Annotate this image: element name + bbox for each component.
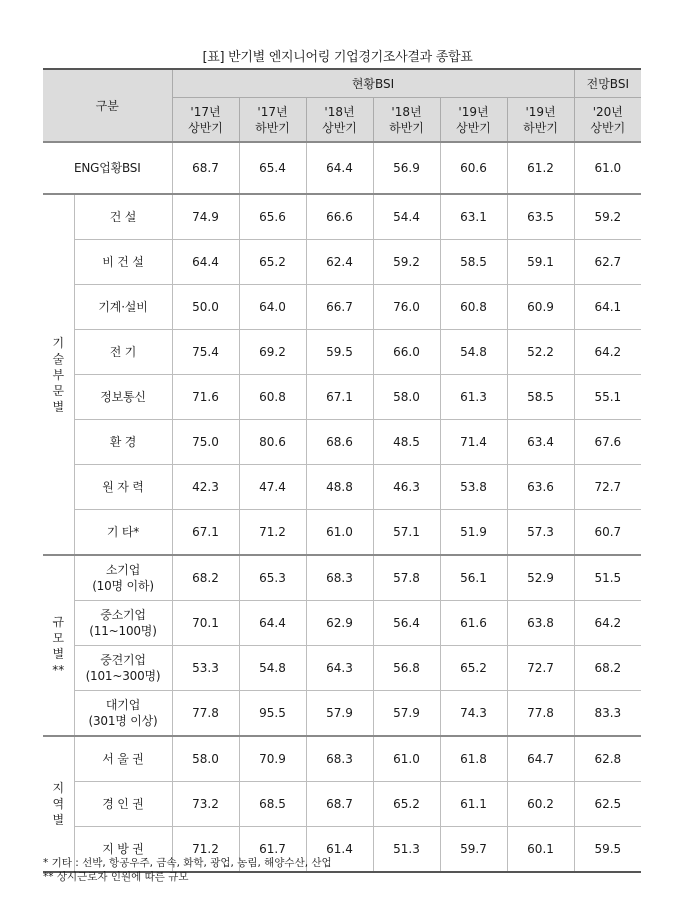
- cell-value: 48.8: [306, 465, 373, 510]
- cell-value: 61.4: [306, 827, 373, 873]
- row-label: 소기업 (10명 이하): [74, 555, 172, 601]
- table-title: [표] 반기별 엔지니어링 기업경기조사결과 종합표: [202, 50, 473, 65]
- cell-value: 52.2: [507, 330, 574, 375]
- cell-value: 75.4: [172, 330, 239, 375]
- cell-value: 62.4: [306, 240, 373, 285]
- cell-value: 71.2: [239, 510, 306, 556]
- cell-value: 76.0: [373, 285, 440, 330]
- cell-value: 68.2: [172, 555, 239, 601]
- cell-value: 51.3: [373, 827, 440, 873]
- row-label: 지 방 권: [74, 827, 172, 873]
- cell-value: 58.0: [172, 736, 239, 782]
- cell-value: 68.3: [306, 736, 373, 782]
- group-label-region: 지 역 별: [43, 736, 74, 872]
- cell-value: 42.3: [172, 465, 239, 510]
- cell-value: 61.8: [440, 736, 507, 782]
- row-label: 서 울 권: [74, 736, 172, 782]
- cell-value: 62.9: [306, 601, 373, 646]
- cell-value: 65.3: [239, 555, 306, 601]
- cell-value: 66.6: [306, 194, 373, 240]
- cell-value: 54.4: [373, 194, 440, 240]
- cell-value: 74.3: [440, 691, 507, 737]
- cell-value: 64.3: [306, 646, 373, 691]
- header-outlook-bsi: 전망BSI: [574, 69, 641, 98]
- cell-value: 60.1: [507, 827, 574, 873]
- header-period: '20년 상반기: [574, 98, 641, 143]
- cell-value: 59.5: [574, 827, 641, 873]
- cell-value: 53.3: [172, 646, 239, 691]
- cell-value: 95.5: [239, 691, 306, 737]
- cell-value: 63.4: [507, 420, 574, 465]
- cell-value: 64.4: [239, 601, 306, 646]
- cell-value: 61.2: [507, 142, 574, 194]
- cell-value: 64.4: [306, 142, 373, 194]
- cell-value: 59.7: [440, 827, 507, 873]
- table-row: [43, 285, 641, 330]
- row-label: 전 기: [74, 330, 172, 375]
- cell-value: 56.4: [373, 601, 440, 646]
- cell-value: 60.9: [507, 285, 574, 330]
- cell-value: 48.5: [373, 420, 440, 465]
- row-label: 원 자 력: [74, 465, 172, 510]
- cell-value: 61.7: [239, 827, 306, 873]
- header-period: '18년 상반기: [306, 98, 373, 143]
- row-label: 정보통신: [74, 375, 172, 420]
- cell-value: 61.1: [440, 782, 507, 827]
- cell-value: 56.8: [373, 646, 440, 691]
- cell-value: 64.0: [239, 285, 306, 330]
- header-period: '19년 하반기: [507, 98, 574, 143]
- cell-value: 80.6: [239, 420, 306, 465]
- table-row: [43, 736, 641, 782]
- row-label: 경 인 권: [74, 782, 172, 827]
- table-row: [43, 646, 641, 691]
- cell-value: 70.9: [239, 736, 306, 782]
- cell-value: 61.0: [574, 142, 641, 194]
- table-row: [43, 601, 641, 646]
- cell-value: 66.7: [306, 285, 373, 330]
- header-category: 구분: [43, 69, 172, 142]
- footnotes: [43, 856, 332, 884]
- header-current-bsi: 현황BSI: [172, 69, 574, 98]
- cell-value: 74.9: [172, 194, 239, 240]
- cell-value: 70.1: [172, 601, 239, 646]
- cell-value: 64.2: [574, 601, 641, 646]
- cell-value: 64.1: [574, 285, 641, 330]
- row-label: ENG업황BSI: [43, 142, 172, 194]
- cell-value: 59.2: [373, 240, 440, 285]
- cell-value: 54.8: [440, 330, 507, 375]
- table-row: [43, 240, 641, 285]
- cell-value: 58.5: [507, 375, 574, 420]
- cell-value: 68.7: [306, 782, 373, 827]
- cell-value: 47.4: [239, 465, 306, 510]
- cell-value: 60.6: [440, 142, 507, 194]
- cell-value: 68.5: [239, 782, 306, 827]
- header-period: '18년 하반기: [373, 98, 440, 143]
- cell-value: 63.5: [507, 194, 574, 240]
- row-label: 중소기업 (11~100명): [74, 601, 172, 646]
- cell-value: 56.1: [440, 555, 507, 601]
- cell-value: 63.6: [507, 465, 574, 510]
- cell-value: 57.3: [507, 510, 574, 556]
- row-label: 대기업 (301명 이상): [74, 691, 172, 737]
- cell-value: 57.9: [306, 691, 373, 737]
- cell-value: 65.6: [239, 194, 306, 240]
- cell-value: 73.2: [172, 782, 239, 827]
- cell-value: 66.0: [373, 330, 440, 375]
- cell-value: 57.9: [373, 691, 440, 737]
- cell-value: 60.2: [507, 782, 574, 827]
- cell-value: 62.5: [574, 782, 641, 827]
- cell-value: 67.1: [172, 510, 239, 556]
- cell-value: 60.8: [239, 375, 306, 420]
- table-row: [43, 330, 641, 375]
- cell-value: 61.0: [306, 510, 373, 556]
- cell-value: 64.4: [172, 240, 239, 285]
- cell-value: 61.6: [440, 601, 507, 646]
- cell-value: 75.0: [172, 420, 239, 465]
- group-label-size: 규 모 별 **: [43, 555, 74, 736]
- cell-value: 57.8: [373, 555, 440, 601]
- row-label: 기계·설비: [74, 285, 172, 330]
- bsi-summary-table: [43, 68, 641, 873]
- cell-value: 67.6: [574, 420, 641, 465]
- cell-value: 55.1: [574, 375, 641, 420]
- table-row: [43, 691, 641, 737]
- row-label: 환 경: [74, 420, 172, 465]
- cell-value: 65.2: [373, 782, 440, 827]
- cell-value: 61.3: [440, 375, 507, 420]
- table-row: [43, 465, 641, 510]
- row-label: 중견기업 (101~300명): [74, 646, 172, 691]
- cell-value: 64.2: [574, 330, 641, 375]
- cell-value: 69.2: [239, 330, 306, 375]
- cell-value: 61.0: [373, 736, 440, 782]
- table-row: [43, 142, 641, 194]
- cell-value: 67.1: [306, 375, 373, 420]
- cell-value: 59.1: [507, 240, 574, 285]
- cell-value: 63.1: [440, 194, 507, 240]
- cell-value: 60.7: [574, 510, 641, 556]
- cell-value: 58.5: [440, 240, 507, 285]
- cell-value: 77.8: [172, 691, 239, 737]
- row-label: 기 타*: [74, 510, 172, 556]
- cell-value: 64.7: [507, 736, 574, 782]
- cell-value: 50.0: [172, 285, 239, 330]
- cell-value: 65.4: [239, 142, 306, 194]
- cell-value: 62.8: [574, 736, 641, 782]
- cell-value: 51.9: [440, 510, 507, 556]
- cell-value: 63.8: [507, 601, 574, 646]
- cell-value: 58.0: [373, 375, 440, 420]
- table-row: [43, 194, 641, 240]
- cell-value: 71.4: [440, 420, 507, 465]
- cell-value: 83.3: [574, 691, 641, 737]
- cell-value: 54.8: [239, 646, 306, 691]
- cell-value: 62.7: [574, 240, 641, 285]
- row-label: 건 설: [74, 194, 172, 240]
- cell-value: 65.2: [440, 646, 507, 691]
- header-period: '17년 상반기: [172, 98, 239, 143]
- cell-value: 56.9: [373, 142, 440, 194]
- cell-value: 59.2: [574, 194, 641, 240]
- header-period: '17년 하반기: [239, 98, 306, 143]
- cell-value: 51.5: [574, 555, 641, 601]
- table-row: [43, 375, 641, 420]
- cell-value: 68.3: [306, 555, 373, 601]
- table-row: [43, 510, 641, 556]
- cell-value: 72.7: [507, 646, 574, 691]
- header-period: '19년 상반기: [440, 98, 507, 143]
- cell-value: 59.5: [306, 330, 373, 375]
- row-label: 비 건 설: [74, 240, 172, 285]
- cell-value: 77.8: [507, 691, 574, 737]
- table-row: [43, 420, 641, 465]
- footnote-other: * 기타 : 선박, 항공우주, 금속, 화학, 광업, 농림, 해양수산, 산업: [43, 857, 332, 869]
- cell-value: 52.9: [507, 555, 574, 601]
- table-row: [43, 555, 641, 601]
- cell-value: 71.6: [172, 375, 239, 420]
- cell-value: 60.8: [440, 285, 507, 330]
- cell-value: 53.8: [440, 465, 507, 510]
- cell-value: 65.2: [239, 240, 306, 285]
- cell-value: 57.1: [373, 510, 440, 556]
- cell-value: 68.6: [306, 420, 373, 465]
- cell-value: 71.2: [172, 827, 239, 873]
- cell-value: 72.7: [574, 465, 641, 510]
- table-row: [43, 782, 641, 827]
- cell-value: 46.3: [373, 465, 440, 510]
- group-label-tech: 기 술 부 문 별: [43, 194, 74, 555]
- cell-value: 68.2: [574, 646, 641, 691]
- footnote-size: ** 상시근로자 인원에 따른 규모: [43, 871, 189, 883]
- cell-value: 68.7: [172, 142, 239, 194]
